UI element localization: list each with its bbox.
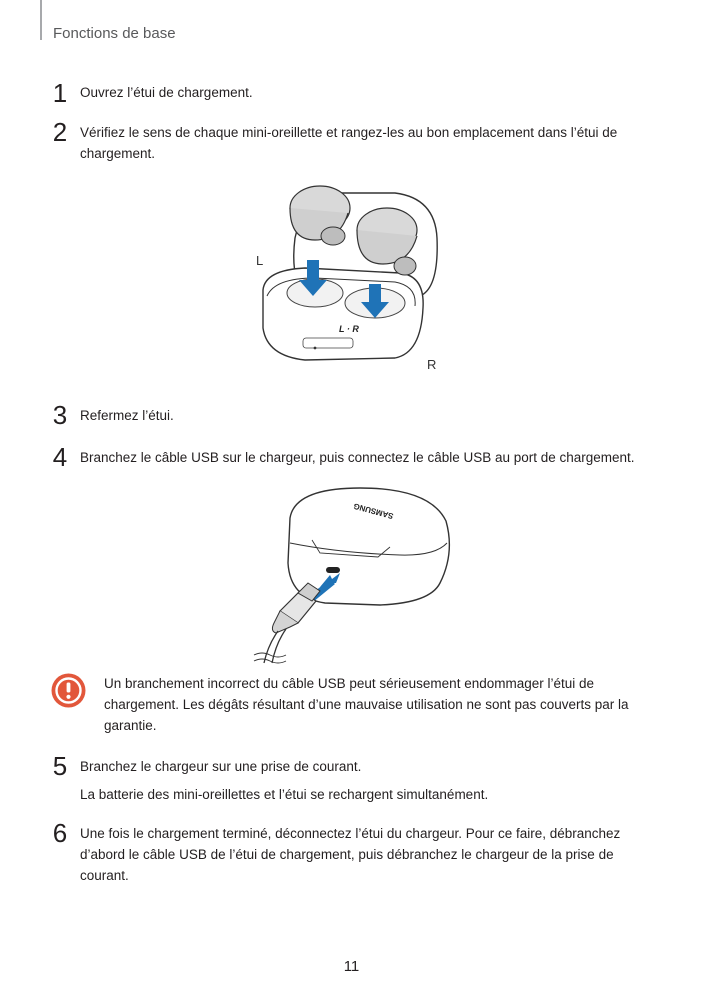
step-number-3: 3 <box>52 400 68 430</box>
caution-text-line1: Un branchement incorrect du câble USB peut sérieusement endommager l’étui de <box>104 676 595 691</box>
step-text-6-line2: d’abord le câble USB de l’étui de chargement, puis débranchez le chargeur de la prise de <box>80 847 614 862</box>
step-number-4: 4 <box>52 442 68 472</box>
left-earbud-label: L <box>256 253 264 268</box>
page-number: 11 <box>343 958 360 975</box>
step-text-5: Branchez le chargeur sur une prise de courant. <box>80 759 362 774</box>
step-text-2-line2: chargement. <box>80 146 156 161</box>
case-marks: L · R <box>339 324 359 334</box>
right-earbud-label: R <box>427 357 437 372</box>
step-text-6-line3: courant. <box>80 868 129 883</box>
step-number-5: 5 <box>52 751 68 781</box>
caution-text-line3: garantie. <box>104 718 157 733</box>
earbuds-case-illustration <box>245 178 455 378</box>
step-note-5: La batterie des mini-oreillettes et l’étui se rechargent simultanément. <box>80 787 489 802</box>
section-title: Fonctions de base <box>53 25 176 42</box>
header-rule <box>40 0 42 40</box>
caution-icon <box>50 672 87 709</box>
usb-connection-illustration <box>250 483 460 666</box>
step-text-4: Branchez le câble USB sur le chargeur, puis connectez le câble USB au port de chargement. <box>80 450 635 465</box>
step-text-3: Refermez l’étui. <box>80 408 174 423</box>
step-text-2-line1: Vérifiez le sens de chaque mini-oreillette et rangez-les au bon emplacement dans l’étui de <box>80 125 618 140</box>
step-number-6: 6 <box>52 818 68 848</box>
case-brand: SAMSUNG <box>352 501 395 521</box>
step-text-6-line1: Une fois le chargement terminé, déconnectez l’étui du chargeur. Pour ce faire, débranchez <box>80 826 621 841</box>
caution-text-line2: chargement. Les dégâts résultant d’une mauvaise utilisation ne sont pas couverts par la <box>104 697 629 712</box>
step-text-1: Ouvrez l’étui de chargement. <box>80 85 253 100</box>
step-number-1: 1 <box>52 78 68 108</box>
step-number-2: 2 <box>52 117 68 147</box>
